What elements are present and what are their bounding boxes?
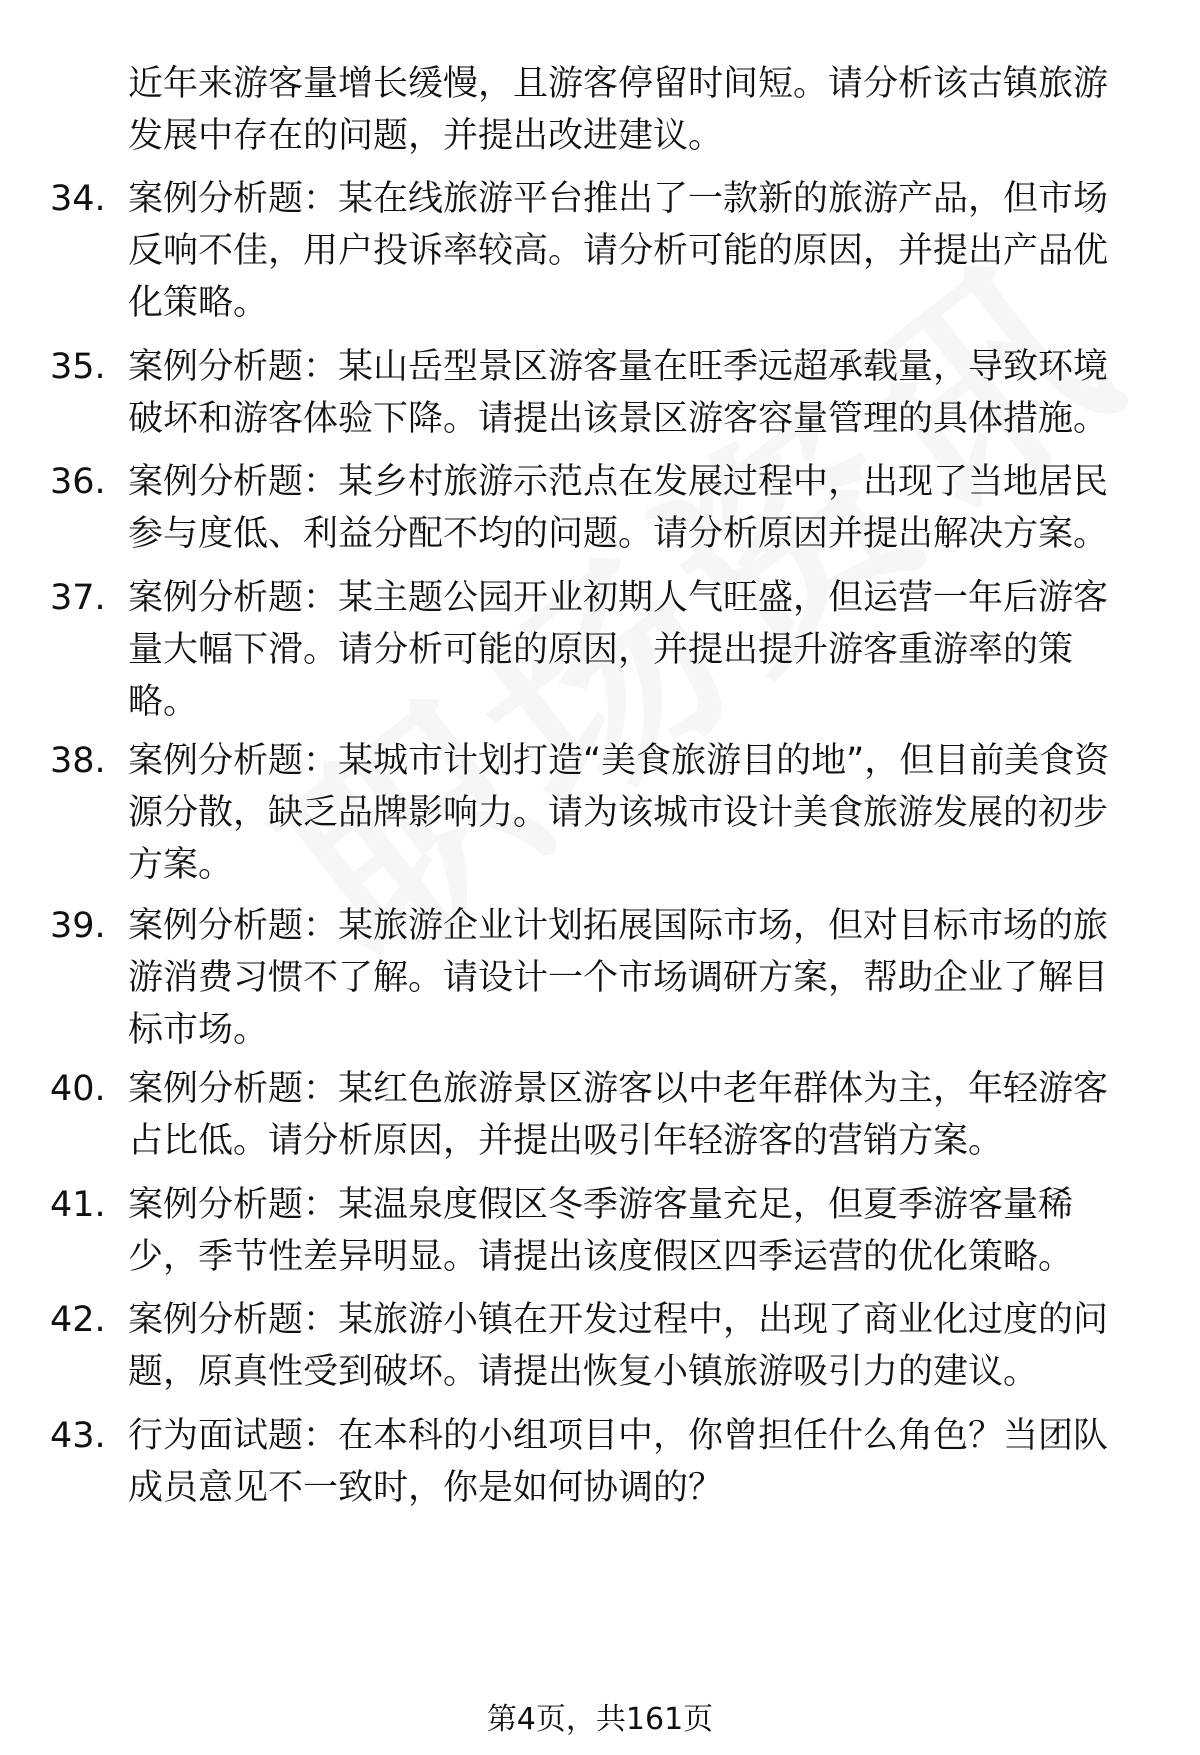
question-35	[50, 341, 1140, 445]
question-number: 43.	[50, 1416, 106, 1456]
question-text: 案例分析题：某旅游小镇在开发过程中，出现了商业化过度的问题，原真性受到破坏。请提出恢复小镇旅游吸引力的建议。	[128, 1300, 1109, 1392]
question-text: 案例分析题：某乡村旅游示范点在发展过程中，出现了当地居民参与度低、利益分配不均的问题。请分析原因并提出解决方案。	[128, 462, 1109, 554]
question-text: 案例分析题：某温泉度假区冬季游客量充足，但夏季游客量稀少，季节性差异明显。请提出该度假区四季运营的优化策略。	[128, 1185, 1074, 1277]
question-text: 行为面试题：在本科的小组项目中，你曾担任什么角色？当团队成员意见不一致时，你是如何协调的？	[128, 1416, 1109, 1508]
question-text: 案例分析题：某主题公园开业初期人气旺盛，但运营一年后游客量大幅下滑。请分析可能的原因，并提出提升游客重游率的策略。	[128, 578, 1109, 722]
question-34	[50, 173, 1140, 329]
question-text: 案例分析题：某山岳型景区游客量在旺季远超承载量，导致环境破坏和游客体验下降。请提出该景区游客容量管理的具体措施。	[128, 347, 1109, 439]
question-number: 39.	[50, 906, 106, 946]
question-38	[50, 735, 1140, 891]
question-36	[50, 456, 1140, 560]
question-number: 41.	[50, 1185, 106, 1225]
question-text: 案例分析题：某城市计划打造“美食旅游目的地”，但目前美食资源分散，缺乏品牌影响力。请为该城市设计美食旅游发展的初步方案。	[128, 741, 1110, 885]
question-number: 34.	[50, 179, 106, 219]
question-37	[50, 572, 1140, 728]
question-43	[50, 1410, 1140, 1514]
question-number: 40.	[50, 1069, 106, 1109]
question-text: 案例分析题：某旅游企业计划拓展国际市场，但对目标市场的旅游消费习惯不了解。请设计一个市场调研方案，帮助企业了解目标市场。	[128, 906, 1109, 1050]
question-number: 36.	[50, 462, 106, 502]
page-footer: 第4页，共161页	[486, 1702, 714, 1737]
question-number: 35.	[50, 347, 106, 387]
question-text: 案例分析题：某红色旅游景区游客以中老年群体为主，年轻游客占比低。请分析原因，并提出吸引年轻游客的营销方案。	[128, 1069, 1109, 1161]
question-number: 37.	[50, 578, 106, 618]
question-42	[50, 1294, 1140, 1398]
question-number: 38.	[50, 741, 106, 781]
question-39	[50, 900, 1140, 1056]
question-41	[50, 1179, 1140, 1283]
question-text: 案例分析题：某在线旅游平台推出了一款新的旅游产品，但市场反响不佳，用户投诉率较高。请分析可能的原因，并提出产品优化策略。	[128, 179, 1109, 323]
question-number: 42.	[50, 1300, 106, 1340]
continued-question-text: 近年来游客量增长缓慢，且游客停留时间短。请分析该古镇旅游发展中存在的问题，并提出改进建议。	[128, 64, 1109, 156]
question-40	[50, 1063, 1140, 1167]
